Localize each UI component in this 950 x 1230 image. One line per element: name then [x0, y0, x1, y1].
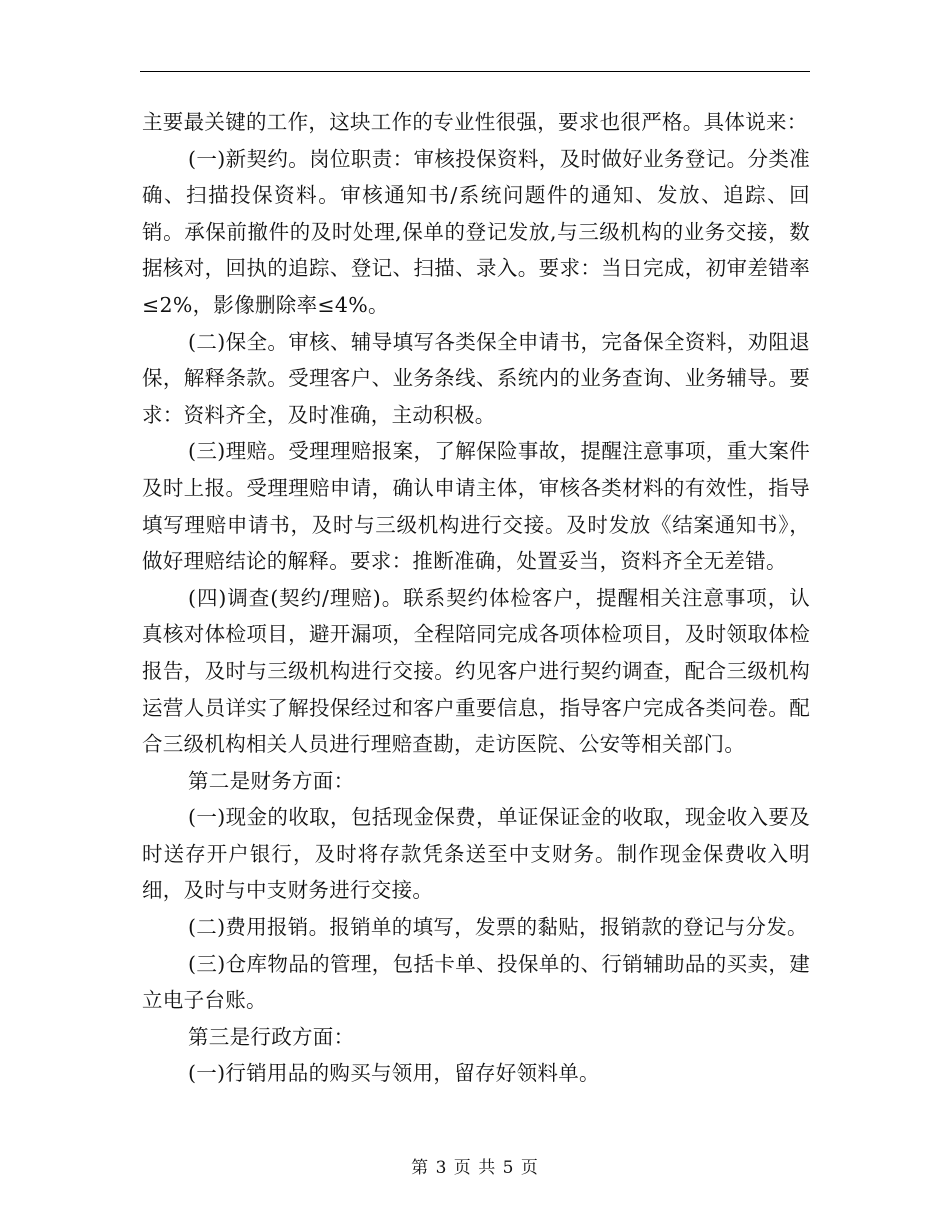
- paragraph: 主要最关键的工作，这块工作的专业性很强，要求也很严格。具体说来：: [142, 110, 808, 134]
- document-body: [142, 104, 810, 1092]
- header-rule: [140, 71, 810, 72]
- paragraph: (二)保全。审核、辅导填写各类保全申请书，完备保全资料，劝阻退保，解释条款。受理客户、业务条线、系统内的业务查询、业务辅导。要求：资料齐全，及时准确，主动积极。: [142, 329, 810, 427]
- paragraph: (一)新契约。岗位职责：审核投保资料，及时做好业务登记。分类准确、扫描投保资料。审核通知书/系统问题件的通知、发放、追踪、回销。承保前撤件的及时处理,保单的登记发放,与三级机构的业务交接，数据核对，回执的追踪、登记、扫描、录入。要求：当日完成，初审差错率≤2%，影像删除率≤4%。: [142, 146, 810, 317]
- paragraph: (一)现金的收取，包括现金保费，单证保证金的收取，现金收入要及时送存开户银行，及时将存款凭条送至中支财务。制作现金保费收入明细，及时与中支财务进行交接。: [142, 805, 810, 903]
- paragraph: (三)理赔。受理理赔报案，了解保险事故，提醒注意事项，重大案件及时上报。受理理赔申请，确认申请主体，审核各类材料的有效性，指导填写理赔申请书，及时与三级机构进行交接。及时发放《结案通知书》，做好理赔结论的解释。要求：推断准确，处置妥当，资料齐全无差错。: [142, 439, 810, 574]
- page-number-footer: 第 3 页 共 5 页: [411, 1158, 539, 1178]
- section-heading: 第三是行政方面：: [188, 1024, 355, 1049]
- paragraph: (二)费用报销。报销单的填写，发票的黏贴，报销款的登记与分发。: [188, 915, 808, 940]
- paragraph: (一)行销用品的购买与领用，留存好领料单。: [188, 1061, 600, 1086]
- paragraph: (四)调查(契约/理赔)。联系契约体检客户，提醒相关注意事项，认真核对体检项目，避开漏项，全程陪同完成各项体检项目，及时领取体检报告，及时与三级机构进行交接。约见客户进行契约调查，配合三级机构运营人员详实了解投保经过和客户重要信息，指导客户完成各类问卷。配合三级机构相关人员进行理赔查勘，走访医院、公安等相关部门。: [142, 585, 810, 757]
- section-heading: 第二是财务方面：: [188, 768, 355, 793]
- paragraph: (三)仓库物品的管理，包括卡单、投保单的、行销辅助品的买卖，建立电子台账。: [142, 951, 810, 1013]
